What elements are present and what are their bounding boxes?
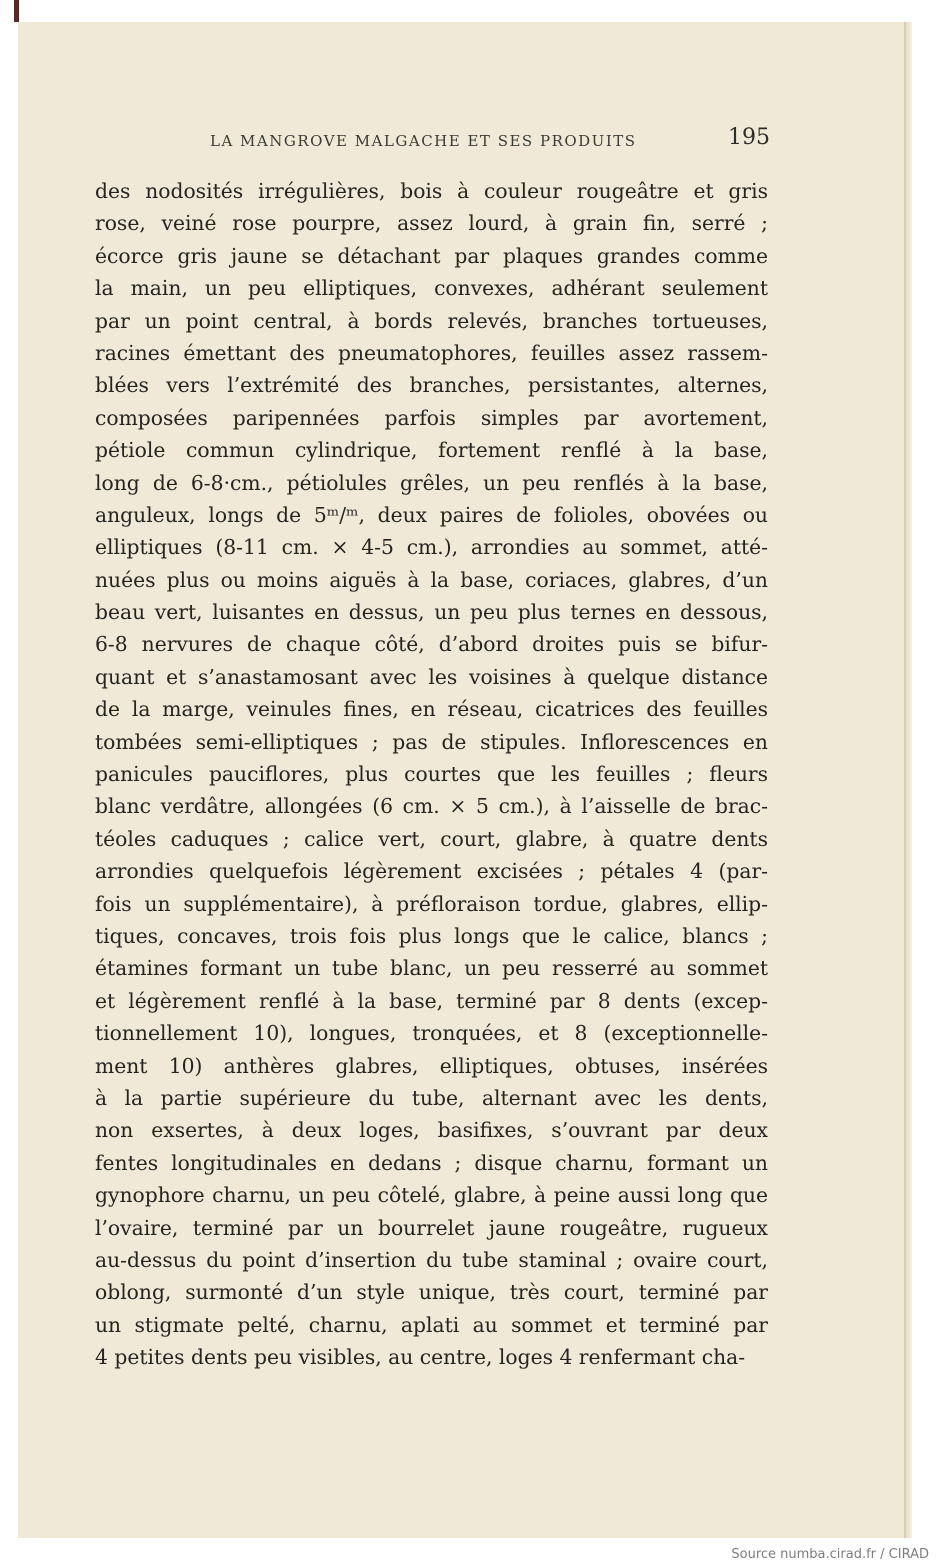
text-line: téoles caduques ; calice vert, court, glabre, à quatre dents <box>95 826 768 851</box>
text-line: non exsertes, à deux loges, basifixes, s’ouvrant par deux <box>95 1118 768 1143</box>
running-head: LA MANGROVE MALGACHE ET SES PRODUITS <box>210 132 637 150</box>
text-line: de la marge, veinules fines, en réseau, cicatrices des feuilles <box>95 697 768 722</box>
text-line: tombées semi-elliptiques ; pas de stipules. Inflorescences en <box>95 729 768 754</box>
body-text <box>95 175 768 1373</box>
text-line: quant et s’anastamosant avec les voisines à quelque distance <box>95 664 768 689</box>
page-number: 195 <box>728 125 770 150</box>
text-line: 6-8 nervures de chaque côté, d’abord droites puis se bifur- <box>95 632 768 657</box>
text-line: elliptiques (8-11 cm. × 4-5 cm.), arrondies au sommet, atté- <box>95 535 768 560</box>
text-line: et légèrement renflé à la base, terminé par 8 dents (excep- <box>95 988 768 1013</box>
text-line: la main, un peu elliptiques, convexes, adhérant seulement <box>95 276 768 301</box>
text-line: ment 10) anthères glabres, elliptiques, obtuses, insérées <box>95 1053 768 1078</box>
text-line: anguleux, longs de 5ᵐ/ᵐ, deux paires de folioles, obovées ou <box>95 502 768 527</box>
text-line: tiques, concaves, trois fois plus longs que le calice, blancs ; <box>95 923 768 948</box>
text-line: gynophore charnu, un peu côtelé, glabre, à peine aussi long que <box>95 1183 768 1208</box>
text-line: beau vert, luisantes en dessus, un peu plus ternes en dessous, <box>95 600 768 625</box>
text-line: fentes longitudinales en dedans ; disque charnu, formant un <box>95 1150 768 1175</box>
source-credit: Source numba.cirad.fr / CIRAD <box>731 1547 929 1562</box>
text-line: long de 6-8·cm., pétiolules grêles, un peu renflés à la base, <box>95 470 768 495</box>
text-line: fois un supplémentaire), à préfloraison tordue, glabres, ellip- <box>95 891 768 916</box>
text-line: un stigmate pelté, charnu, aplati au sommet et terminé par <box>95 1312 768 1337</box>
text-line: par un point central, à bords relevés, branches tortueuses, <box>95 308 768 333</box>
text-line: au-dessus du point d’insertion du tube staminal ; ovaire court, <box>95 1247 768 1272</box>
text-line: des nodosités irrégulières, bois à couleur rougeâtre et gris <box>95 179 768 203</box>
text-line: blanc verdâtre, allongées (6 cm. × 5 cm.), à l’aisselle de brac- <box>95 794 768 819</box>
text-line: l’ovaire, terminé par un bourrelet jaune rougeâtre, rugueux <box>95 1215 768 1240</box>
text-line: blées vers l’extrémité des branches, persistantes, alternes, <box>95 373 768 398</box>
book-page <box>18 22 906 1538</box>
text-line: pétiole commun cylindrique, fortement renflé à la base, <box>95 438 768 463</box>
text-line: étamines formant un tube blanc, un peu resserré au sommet <box>95 956 768 981</box>
text-line: oblong, surmonté d’un style unique, très court, terminé par <box>95 1280 768 1305</box>
text-line: arrondies quelquefois légèrement excisées ; pétales 4 (par- <box>95 859 768 884</box>
binding-edge <box>14 0 19 22</box>
text-line: nuées plus ou moins aiguës à la base, coriaces, glabres, d’un <box>95 567 768 592</box>
text-line: à la partie supérieure du tube, alternant avec les dents, <box>95 1085 768 1110</box>
text-line: écorce gris jaune se détachant par plaques grandes comme <box>95 243 768 268</box>
text-line: rose, veiné rose pourpre, assez lourd, à grain fin, serré ; <box>95 211 768 236</box>
text-line: racines émettant des pneumatophores, feuilles assez rassem- <box>95 340 768 365</box>
text-line: tionnellement 10), longues, tronquées, et 8 (exceptionnelle- <box>95 1021 768 1046</box>
text-line: composées paripennées parfois simples par avortement, <box>95 405 768 430</box>
text-line: 4 petites dents peu visibles, au centre, loges 4 renfermant cha- <box>95 1345 746 1370</box>
text-line: panicules pauciflores, plus courtes que les feuilles ; fleurs <box>95 762 768 787</box>
